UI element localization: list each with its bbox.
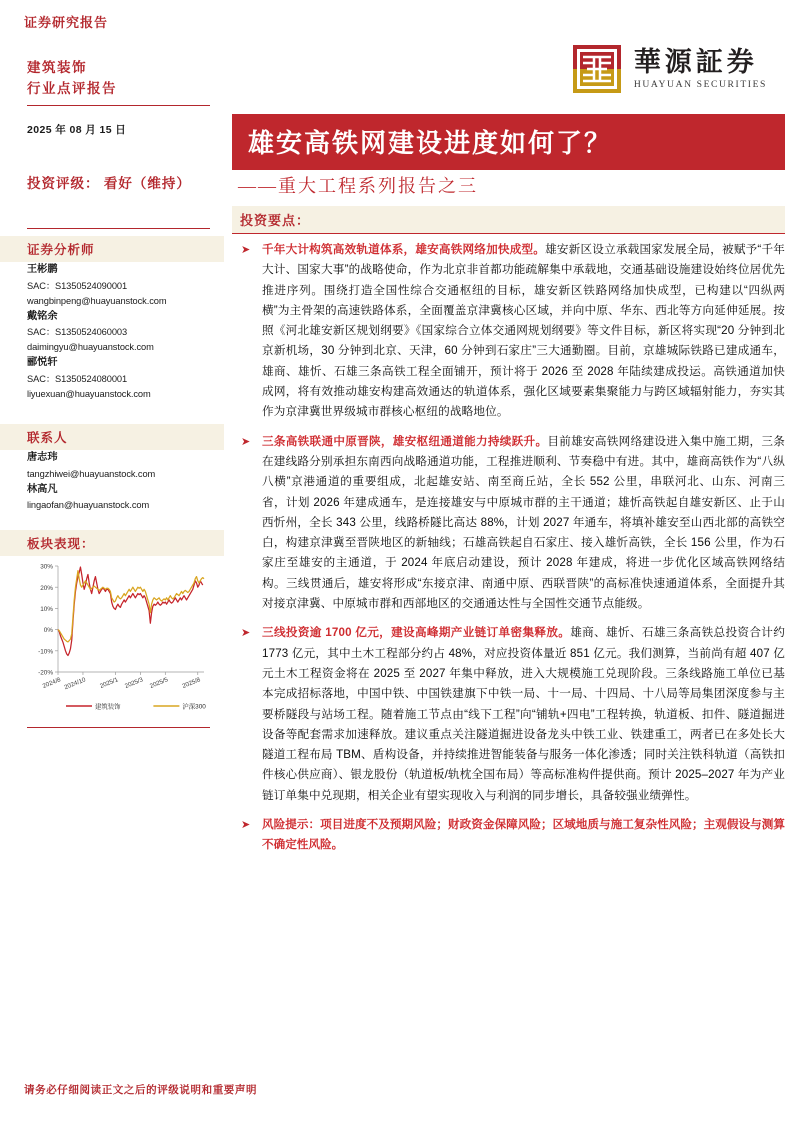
bullet-paragraph: 雄商、雄忻、石雄三条高铁总投资合计约 1773 亿元，其中土木工程部分约占 48%，对应投资体量近 851 亿元。我们测算，当前尚有超 407 亿元土木工程资金将在 2025 至 2027 年集中释放，进入大规模施工兑现阶段。三条线路施工单位已基本完成招标落地，中国中铁、中国铁建旗下中铁一局、十一局、十四局、十八局等局集团深度参与主要桥隧段与站场工程。随着施工节点由“线下工程”向“铺轨+四电”工程转换，轨道板、扣件、隧道掘进设备等配套需求加速释放。建议重点关注隧道掘进设备龙头中铁工业、铁建重工，两者已在多处长大隧道工程布局 TBM、盾构设备，并持续推进智能装备与服务一体化渗透；同时关注铁科轨道（高铁扣件核心供应商）、银龙股份（轨道板/轨枕全国布局）等高标准构件提供商。预计 2025–2027 年为产业链订单集中兑现期，相关企业有望实现收入与利润的同步增长，具备较强业绩弹性。 [262,626,785,802]
svg-text:2025/3: 2025/3 [123,676,145,690]
analyst-entry [27,262,217,309]
svg-text:建筑装饰: 建筑装饰 [95,703,121,711]
contact-name: 唐志玮 [27,452,58,463]
page-subtitle: ——重大工程系列报告之三 [238,176,478,196]
analyst-email[interactable]: daimingyu@huayuanstock.com [27,342,154,353]
investment-points-list [232,240,785,865]
seal-emblem-icon [572,44,622,94]
bullet-arrow-icon: ➤ [241,818,251,832]
svg-text:-20%: -20% [38,669,53,677]
page-title: 雄安高铁网建设进度如何了？ [232,114,785,170]
divider-under-report-type [27,105,210,106]
analyst-entry [27,309,217,356]
svg-text:2025/8: 2025/8 [181,676,202,690]
divider-under-chart [27,727,210,728]
logo-text [633,46,767,90]
sector-performance-chart-svg [22,556,212,724]
svg-text:0%: 0% [43,627,53,635]
sector-performance-header: 板块表现： [0,530,224,556]
bullet-lead: 三线投资逾 1700 亿元，建设高峰期产业链订单密集释放。 [262,626,571,640]
bullet-text [262,432,785,615]
bullet-item [232,432,785,615]
report-date: 2025 年 08 月 15 日 [27,124,127,136]
svg-text:2024/10: 2024/10 [63,676,87,692]
logo-chinese-name: 華源証券 [633,46,758,77]
report-type: 行业点评报告 [27,80,117,96]
svg-text:2025/1: 2025/1 [98,676,120,690]
bullet-arrow-icon: ➤ [241,626,251,640]
investment-rating [27,172,191,192]
investment-rating-value: 看好（维持） [103,176,191,191]
contact-entry [27,482,217,514]
analyst-entry [27,355,217,402]
bullet-arrow-icon: ➤ [241,434,251,448]
sector-performance-chart [22,556,212,724]
analyst-email[interactable]: wangbinpeng@huayuanstock.com [27,295,167,306]
footer-disclaimer: 请务必仔细阅读正文之后的评级说明和重要声明 [24,1085,258,1096]
bullet-item [232,240,785,423]
bullet-arrow-icon: ➤ [241,243,251,256]
investment-points-header: 投资要点： [232,206,785,234]
investment-rating-label: 投资评级： [27,176,100,191]
risk-warning-item [232,815,785,856]
analyst-name: 郦悦轩 [27,357,58,369]
bullet-lead: 千年大计构筑高效轨道体系，雄安高铁网络加快成型。 [262,243,546,256]
svg-text:20%: 20% [40,584,53,592]
bullet-paragraph: 雄安新区设立承载国家发展全局，被赋予“千年大计、国家大事”的战略使命，作为北京非首都功能疏解集中承载地，交通基础设施建设始终位居优先推进序列。围绕打造全国性综合交通枢纽的目标，雄安新区铁路网络加快成型，已构建以“四纵两横”为主骨架的高速铁路体系，全面覆盖京津冀核心区域，并向中原、华东、西北等方向延伸延展。按照《河北雄安新区规划纲要》《国家综合立体交通网规划纲要》等文件目标，新区将实现“20 分钟到北京新机场，30 分钟到北京、天津，60 分钟到石家庄”三大通勤圈。目前，京雄城际铁路已建成通车，雄商、雄忻、石雄三条高铁工程全面铺开，预计将于 2026 至 2028 年陆续建成投运。高铁通道加快成网，将有效推动雄安构建高效通达的轨道体系，强化区域要素集聚能力与跨区域辐射能力，夯实其作为京津冀世界级城市群核心枢纽的战略地位。 [262,243,786,419]
analyst-sac: SAC：S1350524080001 [27,373,128,384]
analyst-sac: SAC：S1350524090001 [27,280,128,291]
contacts-section-header: 联系人 [0,424,224,450]
research-report-kicker: 证券研究报告 [24,15,109,30]
analysts-section-header: 证券分析师 [0,236,224,262]
analyst-email[interactable]: liyuexuan@huayuanstock.com [27,388,151,399]
svg-text:30%: 30% [40,563,53,571]
industry-block [27,58,207,106]
contact-email[interactable]: tangzhiwei@huayuanstock.com [27,468,156,479]
main-content [224,0,793,1122]
bullet-item [232,623,785,806]
analyst-sac: SAC：S1350524060003 [27,327,128,338]
analysts-list [27,262,217,402]
logo-english-name: HUAYUAN SECURITIES [633,78,767,90]
risk-warning-text: 风险提示：项目进度不及预期风险；财政资金保障风险；区域地质与施工复杂性风险；主观假设与测算不确定性风险。 [262,818,785,852]
svg-text:10%: 10% [40,606,53,613]
bullet-lead: 三条高铁联通中原晋陕，雄安枢纽通道能力持续跃升。 [262,434,548,448]
contacts-list [27,450,217,513]
contact-name: 林高凡 [27,483,58,495]
svg-text:-10%: -10% [38,648,53,656]
svg-text:2024/8: 2024/8 [41,676,62,690]
industry-name: 建筑装饰 [27,60,87,75]
company-logo [572,44,767,94]
bullet-text [262,623,785,806]
left-sidebar [0,0,224,1122]
bullet-paragraph: 目前雄安高铁网络建设进入集中施工期，三条在建线路分别承担东南西向战略通道功能，工程推进顺利、节奏稳中有进。其中，雄商高铁作为“八纵八横”京港通道的重要组成，北起雄安站、南至商丘站，全长 552 公里，串联河北、山东、河南三省，计划 2026 年建成通车，是连接雄安与中原城市群的主干通道；雄忻高铁起自雄安新区、止于山西忻州，全长 343 公里，线路桥隧比高达 88%，计划 2027 年通车，将填补雄安至山西北部的高铁空白，构建京津冀至晋陕地区的新轴线；石雄高铁起自石家庄、接入雄忻高铁，全长 156 公里，作为石家庄至雄安的主通道，于 2024 年底启动建设，预计 2028 年建成，将进一步优化区域高铁网络结构。三线贯通后，雄安将形成“东接京津、南通中原、西联晋陕”的高标准快速通道体系，全面提升其对接京津冀、中原城市群和西部地区的交通通达性与全国性交通节点能级。 [262,434,785,611]
divider-above-analysts [27,228,210,229]
analyst-name: 王彬鹏 [27,264,58,275]
contact-entry [27,450,217,482]
contact-email[interactable]: lingaofan@huayuanstock.com [27,500,150,511]
bullet-text [262,240,785,423]
svg-text:2025/5: 2025/5 [148,676,170,690]
analyst-name: 戴铭余 [27,310,58,322]
svg-text:沪深300: 沪深300 [182,703,206,711]
